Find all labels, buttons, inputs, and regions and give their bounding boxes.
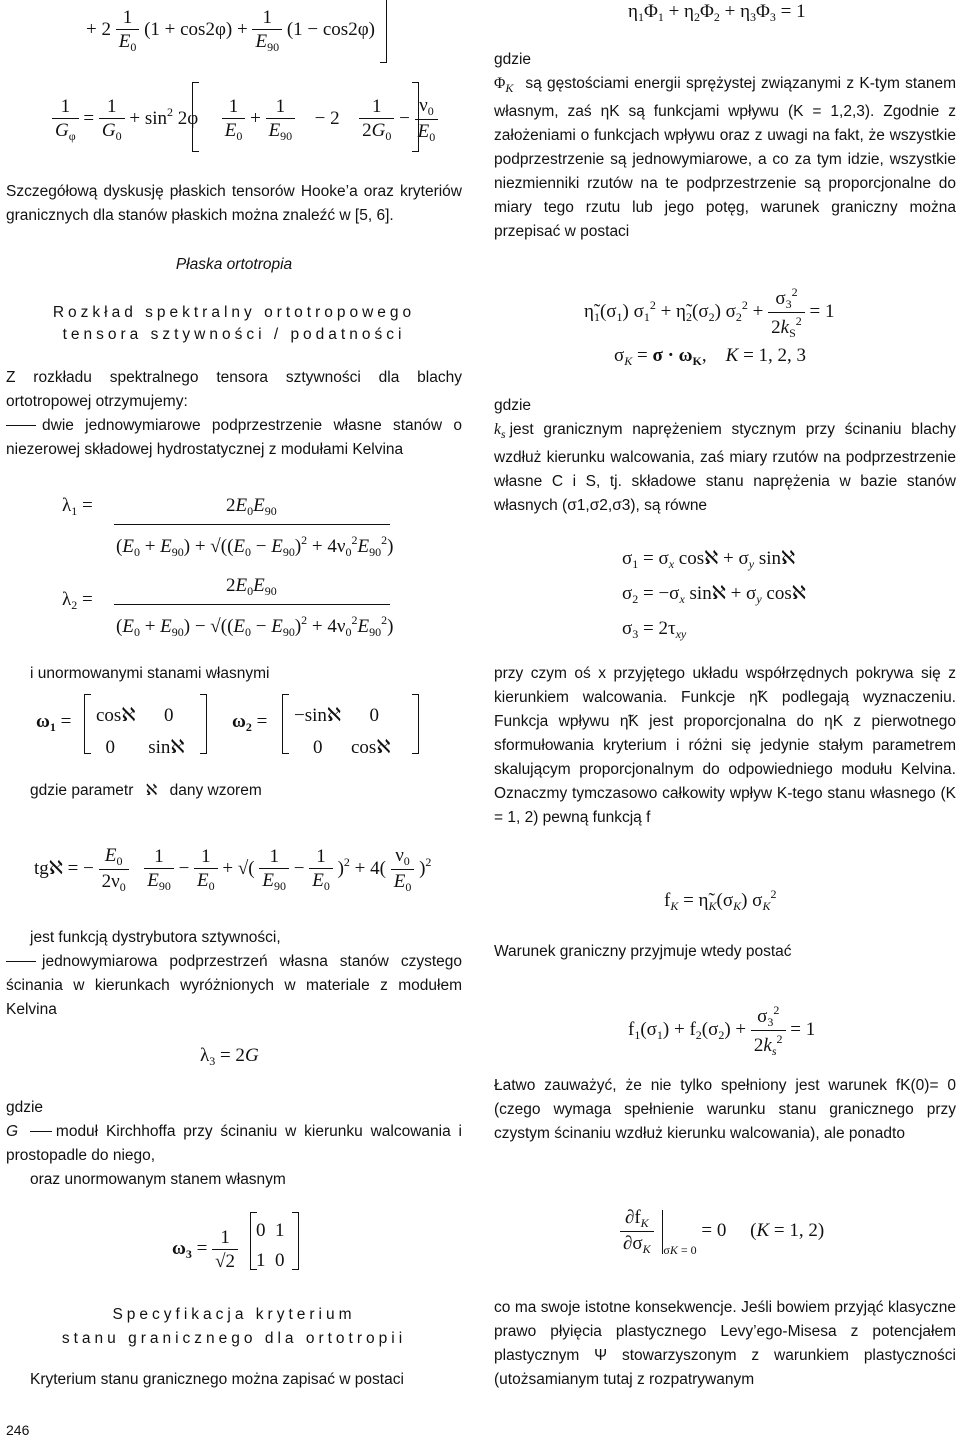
bracket (412, 82, 419, 152)
para-warunek: Warunek graniczny przyjmuje wtedy postać (494, 943, 792, 960)
phi-def-text: są gęstościami energii sprężystej związanymi z K-tym stanem własnym, zaś ηK są funkcjami wpływu (K = 1,2,3). Zgodnie z założeniami o funkcjach wpływu oraz z uwagi na fakt, że wszystkie podprzestrzenie są jednowymiarowe, a co za tym idzie, wszystkie niezmienniki rzutów na te podprzestrzenie są proporcjonalne do miary tego rzutu lub jego potęg, warunek graniczny można przepisać w postaci (494, 75, 956, 240)
para-szczegolowa: Szczegółową dyskusję płaskich tensorów Hooke’a oraz kryteriów granicznych dla stanów płaskich można znaleźć w [5, 6]. (6, 183, 462, 224)
formula-lambda-3: $\lambda_3 = 2G$ (200, 1045, 259, 1068)
lambda-2-numerator: $2E_0E_{90}$ (226, 575, 277, 598)
formula-f-sum: $f_1(\sigma_1) + f_2(\sigma_2)$ + $\frac{\sigma_3^2}{2k_s^2}$ = 1 (628, 1003, 816, 1058)
para-oraz: oraz unormowanym stanem własnym (30, 1171, 286, 1188)
gdzie-left: gdzie (6, 1099, 44, 1116)
matrix-bracket (200, 694, 207, 754)
omega-2-matrix: −sinℵ 0 0 cosℵ (294, 705, 391, 758)
bracket (192, 82, 199, 152)
formula-sigma-k: $\sigma_K = \sigma \cdot \omega_K$, K = 1, 2, 3 (614, 345, 807, 368)
formula-lambda-1: $\lambda_1$ = (62, 495, 93, 518)
formula-eta-phi: $\eta_1\Phi_1 + \eta_2\Phi_2 + \eta_3\Phi_3 = 1$ (628, 1, 806, 24)
formula-f-k: $f_K$ = $\etã_K(\sigma_K)$ $\sigma_K^2$ (664, 887, 777, 913)
para-unormowanymi: i unormowanymi stanami własnymi (30, 665, 270, 682)
formula-eta-tilde-condition: $\etã_1(\sigma_1) \sigma_1^2$ + $\etã_2(\sigma_2) \sigma_2^2$ + $\frac{\sigma_3^2}{2k_S^2}$ = 1 (584, 285, 835, 340)
gdzie-right-1: gdzie (494, 51, 532, 68)
formula-lambda-2: $\lambda_2$ = (62, 589, 93, 612)
gdzie-right-2: gdzie (494, 397, 532, 414)
ks-def-text: jest granicznym naprężeniem stycznym przy ścinaniu blachy wzdłuż kierunku walcowania, zaś miary rzutów na podprzestrzenie własne C i S, tj. składowe stanu naprężenia w bazie stanów własnych (σ1,σ2,σ3), są równe (494, 421, 956, 514)
para-przy: przy czym oś x przyjętego układu współrzędnych pokrywa się z kierunkiem walcowania. Funkcje η̃K podlegają wyznaczeniu. Funkcja wpływu η̃K jest proporcjonalna do ηK z pierwotnego sformułowania kryterium i różni się jedynie stałym parametrem skalującym proporcjonalnym do odpowiedniego modułu Kelvina. Oznaczmy tymczasowo całkowity wpływ K-tego stanu własnego (K = 1, 2) pewną funkcją f (494, 665, 956, 826)
lambda-1-numerator: $2E_0E_{90}$ (226, 495, 277, 518)
g-symbol: G (6, 1123, 19, 1140)
para-coma: co ma swoje istotne konsekwencje. Jeśli bowiem przyjąć klasyczne prawo płyięcia plastycznego Levy’ego-Misesa z potencjałem plastycznym Ψ stowarzyszonym z warunkiem plastyczności (utożsamianym tutaj z rozpatrywanym (494, 1299, 956, 1388)
spectral-title-1: Rozkład spektralny ortotropowego (52, 304, 416, 321)
formula-continuation: + 2 $\frac{1}{E_0}$ (1 + cos2φ) + $\frac{1}{E_{90}}$ (1 − cos2φ) (86, 7, 375, 54)
bullet-1 (6, 414, 462, 462)
bracket-close (380, 0, 387, 63)
fraction-line (114, 604, 390, 605)
lambda-1-denominator: $(E_0 + E_{90}) + √((E_0 - E_{90})^2 + 4\nu_0^2E_{90}^2)$ (116, 533, 394, 559)
para-latwo: Łatwo zauważyć, że nie tylko spełniony jest warunek fK(0)= 0 (czego wymaga spełnienie warunku stanu granicznego przy czystym ścinaniu wzdłuż kierunku walcowania), ale ponadto (494, 1077, 956, 1142)
para-rozklad: Z rozkładu spektralnego tensora sztywności dla blachy ortotropowej otrzymujemy: (6, 369, 462, 410)
para-funkcja: jest funkcją dystrybutora sztywności, (30, 929, 281, 946)
matrix-bracket (84, 694, 91, 754)
spectral-title-2: tensora sztywności / podatności (62, 326, 406, 343)
para-parametr-b: dany wzorem (169, 782, 262, 799)
formula-omega-3: $\omega_3$ = $\frac{1}{√2}$ (172, 1228, 238, 1271)
para-parametr-a: gdzie parametr (30, 782, 134, 799)
formula-tg-aleph: tgℵ = − $\frac{E_0}{2\nu_0}$ $\frac{1}{E_{90}}$ − $\frac{1}{E_0}$ + √( $\frac{1}{E_{90}}$ − $\frac{1}{E_0}$ )$^2$ + 4( $\frac{\nu_0}{E_0}$ )$^2$ (34, 845, 432, 894)
formula-omega-1: $\omega_1$ = (36, 711, 72, 734)
phi-k-symbol: $\Phi_K$ (494, 75, 514, 95)
lambda-2-denominator: $(E_0 + E_{90}) - √((E_0 - E_{90})^2 + 4\nu_0^2E_{90}^2)$ (116, 613, 394, 639)
ks-definition (494, 418, 956, 518)
bullet-2-text: jednowymiarowa podprzestrzeń własna stanów czystego ścinania w kierunkach wyróżnionych w materiale z modułem Kelvina (6, 953, 462, 1018)
omega-3-matrix: 0 1 1 0 (256, 1220, 285, 1271)
ks-symbol: $k_s$ (494, 421, 506, 441)
para-parametr (30, 778, 462, 803)
formula-g-phi: $\frac{1}{G_\varphi}$ = $\frac{1}{G_0}$ + $\sin^2 2\varphi$ $\frac{1}{E_0}$ + $\frac{1}{E_{90}}$ − 2 $\frac{1}{2G_0}$ − $\frac{\nu_0}{E_0}$ (52, 96, 438, 143)
bullet-dash (6, 425, 36, 426)
formula-sigmas: $\sigma_1 = \sigma_x$ cosℵ + $\sigma_y$ sinℵ $\sigma_2 = -\sigma_x$ sinℵ + $\sigma_y$ cosℵ $\sigma_3 = 2\tau_{xy}$ (622, 548, 806, 641)
bullet-1-text: dwie jednowymiarowe podprzestrzenie własne stanów o niezerowej składowej hydrostatycznej z modułami Kelvina (6, 417, 462, 458)
matrix-bracket (412, 694, 419, 754)
page-number: 246 (6, 1422, 30, 1438)
formula-omega-2: $\omega_2$ = (232, 711, 268, 734)
phi-definition (494, 72, 956, 244)
omega-1-matrix: cosℵ 0 0 sinℵ (96, 705, 185, 758)
g-def-text: moduł Kirchhoffa przy ścinaniu w kierunku walcowania i prostopadle do niego, (6, 1123, 462, 1164)
spec-title-1: Specyfikacja kryterium (112, 1306, 356, 1323)
fraction-line (114, 524, 390, 525)
aleph-symbol: ℵ (145, 781, 158, 799)
matrix-bracket (292, 1212, 299, 1270)
section-title-plaska: Płaska ortotropia (175, 256, 293, 273)
definition-dash (30, 1131, 52, 1132)
para-kryterium: Kryterium stanu granicznego można zapisać w postaci (30, 1371, 404, 1388)
matrix-bracket (282, 694, 289, 754)
bullet-dash (6, 961, 36, 962)
formula-derivative: $\frac{\partial f_K}{\partial\sigma_K}$ $_{\sigma K = 0}$ = 0 (K = 1, 2) (620, 1208, 824, 1256)
bullet-2 (6, 950, 462, 1022)
g-definition (6, 1120, 462, 1168)
spec-title-2: stanu granicznego dla ortotropii (61, 1330, 407, 1347)
